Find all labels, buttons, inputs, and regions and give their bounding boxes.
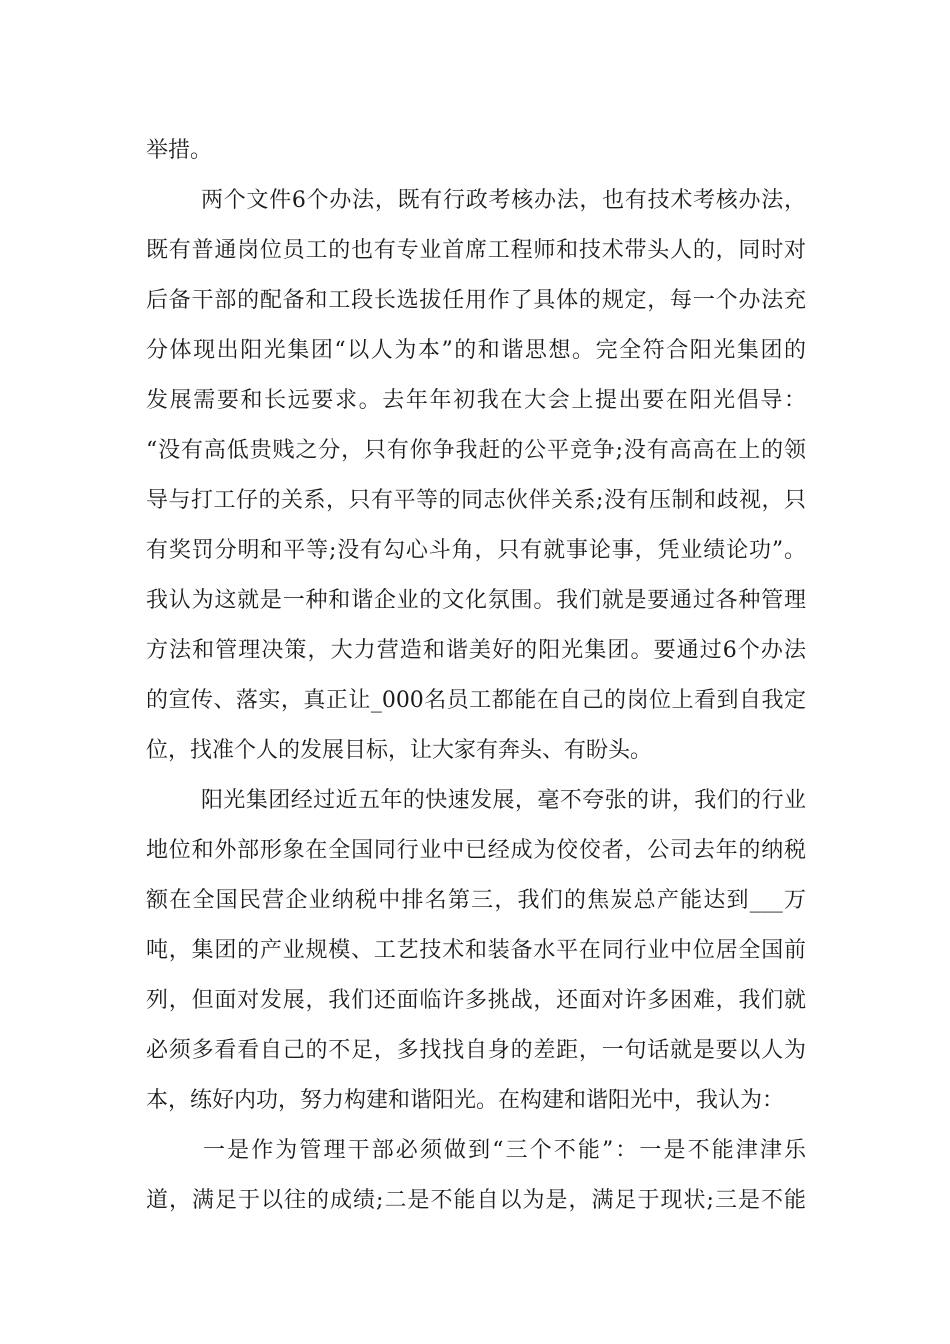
text-line: 导与打工仔的关系，只有平等的同志伙伴关系;没有压制和歧视，只 [146, 488, 806, 513]
text-line: 后备干部的配备和工段长选拔任用作了具体的规定，每一个办法充 [146, 288, 806, 313]
text-line: 吨，集团的产业规模、工艺技术和装备水平在同行业中位居全国前 [146, 938, 806, 963]
text-line: 必须多看看自己的不足，多找找自身的差距，一句话就是要以人为 [146, 1038, 806, 1063]
text-line: 一是作为管理干部必须做到“三个不能”：一是不能津津乐 [203, 1138, 806, 1163]
text-line: 道，满足于以往的成绩;二是不能自以为是，满足于现状;三是不能 [146, 1188, 806, 1213]
text-line: 位，找准个人的发展目标，让大家有奔头、有盼头。 [146, 738, 653, 763]
text-line: 我认为这就是一种和谐企业的文化氛围。我们就是要通过各种管理 [146, 588, 806, 613]
text-line: 发展需要和长远要求。去年年初我在大会上提出要在阳光倡导： [146, 388, 806, 413]
text-line: 有奖罚分明和平等;没有勾心斗角，只有就事论事，凭业绩论功”。 [146, 538, 806, 563]
text-line: 的宣传、落实，真正让_000名员工都能在自己的岗位上看到自我定 [146, 688, 806, 713]
text-line: 本，练好内功，努力构建和谐阳光。在构建和谐阳光中，我认为： [146, 1088, 785, 1113]
text-line: 举措。 [146, 138, 213, 163]
text-line: “没有高低贵贱之分，只有你争我赶的公平竞争;没有高高在上的领 [146, 438, 806, 463]
text-line: 额在全国民营企业纳税中排名第三，我们的焦炭总产能达到___万 [146, 888, 806, 913]
text-line: 地位和外部形象在全国同行业中已经成为佼佼者，公司去年的纳税 [146, 838, 806, 863]
text-line: 既有普通岗位员工的也有专业首席工程师和技术带头人的，同时对 [146, 238, 806, 263]
text-line: 分体现出阳光集团“以人为本”的和谐思想。完全符合阳光集团的 [146, 338, 806, 363]
text-line: 阳光集团经过近五年的快速发展，毫不夸张的讲，我们的行业 [201, 788, 806, 813]
text-line: 方法和管理决策，大力营造和谐美好的阳光集团。要通过6个办法 [146, 638, 806, 663]
text-line: 列，但面对发展，我们还面临许多挑战，还面对许多困难，我们就 [146, 988, 806, 1013]
text-line: 两个文件6个办法，既有行政考核办法，也有技术考核办法， [201, 188, 806, 213]
